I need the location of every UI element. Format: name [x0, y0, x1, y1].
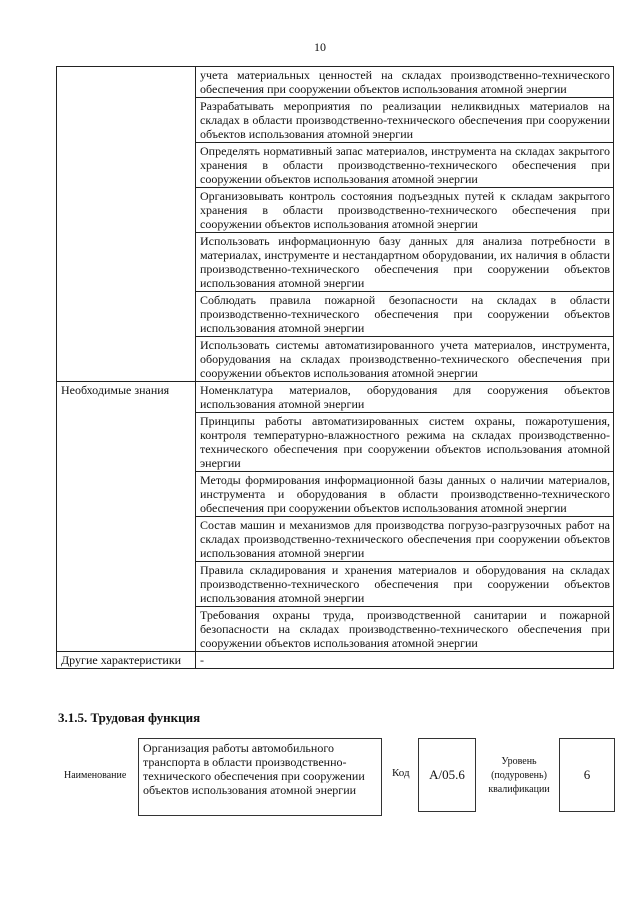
- skills-row: учета материальных ценностей на складах производственно-технического обеспечения при сооружении объектов использования атомной энергии: [196, 67, 614, 98]
- qualification-level-value-box: 6: [559, 738, 615, 812]
- table-row: [57, 67, 614, 98]
- other-characteristics-label: Другие характеристики: [57, 652, 196, 669]
- table-row: [57, 652, 614, 669]
- table-row: [57, 382, 614, 413]
- skills-row: Использовать системы автоматизированного учета материалов, инструмента, оборудования на складах производственно-технического обеспечения при сооружении объектов использования атомной энергии: [196, 337, 614, 382]
- code-label: Код: [392, 767, 410, 779]
- code-value-box: A/05.6: [418, 738, 476, 812]
- page-number: 10: [314, 40, 326, 54]
- section-title: 3.1.5. Трудовая функция: [58, 710, 201, 725]
- skills-row: Определять нормативный запас материалов, инструмента на складах закрытого хранения в области производственно-технического обеспечения при сооружении объектов использования атомной энергии: [196, 143, 614, 188]
- knowledge-row: Требования охраны труда, производственной санитарии и пожарной безопасности на складах производственно-технического обеспечения при сооружении объектов использования атомной энергии: [196, 607, 614, 652]
- knowledge-row: Правила складирования и хранения материалов и оборудования на складах производственно-технического обеспечения при сооружении объектов использования атомной энергии: [196, 562, 614, 607]
- skills-row: Соблюдать правила пожарной безопасности на складах в области производственно-технического обеспечения при сооружении объектов использования атомной энергии: [196, 292, 614, 337]
- knowledge-row: Принципы работы автоматизированных систем охраны, пожаротушения, контроля температурно-влажностного режима на складах производственно-технического обеспечения при сооружении объектов использования атомной энергии: [196, 413, 614, 472]
- knowledge-row: Номенклатура материалов, оборудования для сооружения объектов использования атомной энергии: [196, 382, 614, 413]
- skills-row: Организовывать контроль состояния подъездных путей к складам закрытого хранения в области производственно-технического обеспечения при сооружении объектов использования атомной энергии: [196, 188, 614, 233]
- skills-label-cell: [57, 67, 196, 382]
- name-value-box: Организация работы автомобильного транспорта в области производственно-технического обеспечения при сооружении объектов использования атомной энергии: [138, 738, 382, 816]
- other-characteristics-value: -: [196, 652, 614, 669]
- skills-row: Использовать информационную базу данных для анализа потребности в материалах, инструменте и нестандартном оборудовании, их наличия в области производственно-технического обеспечения при сооружении объектов использования атомной энергии: [196, 233, 614, 292]
- knowledge-row: Методы формирования информационной базы данных о наличии материалов, инструмента и оборудования в области производственно-технического обеспечения при сооружении объектов использования атомной энергии: [196, 472, 614, 517]
- knowledge-row: Состав машин и механизмов для производства погрузо-разгрузочных работ на складах производственно-технического обеспечения при сооружении объектов использования атомной энергии: [196, 517, 614, 562]
- knowledge-label: Необходимые знания: [57, 382, 196, 652]
- skills-row: Разрабатывать мероприятия по реализации неликвидных материалов на складах в области производственно-технического обеспечения при сооружении объектов использования атомной энергии: [196, 98, 614, 143]
- name-label: Наименование: [64, 770, 127, 781]
- knowledge-skills-table: [56, 66, 614, 669]
- qualification-level-label: Уровень (подуровень) квалификации: [488, 756, 550, 795]
